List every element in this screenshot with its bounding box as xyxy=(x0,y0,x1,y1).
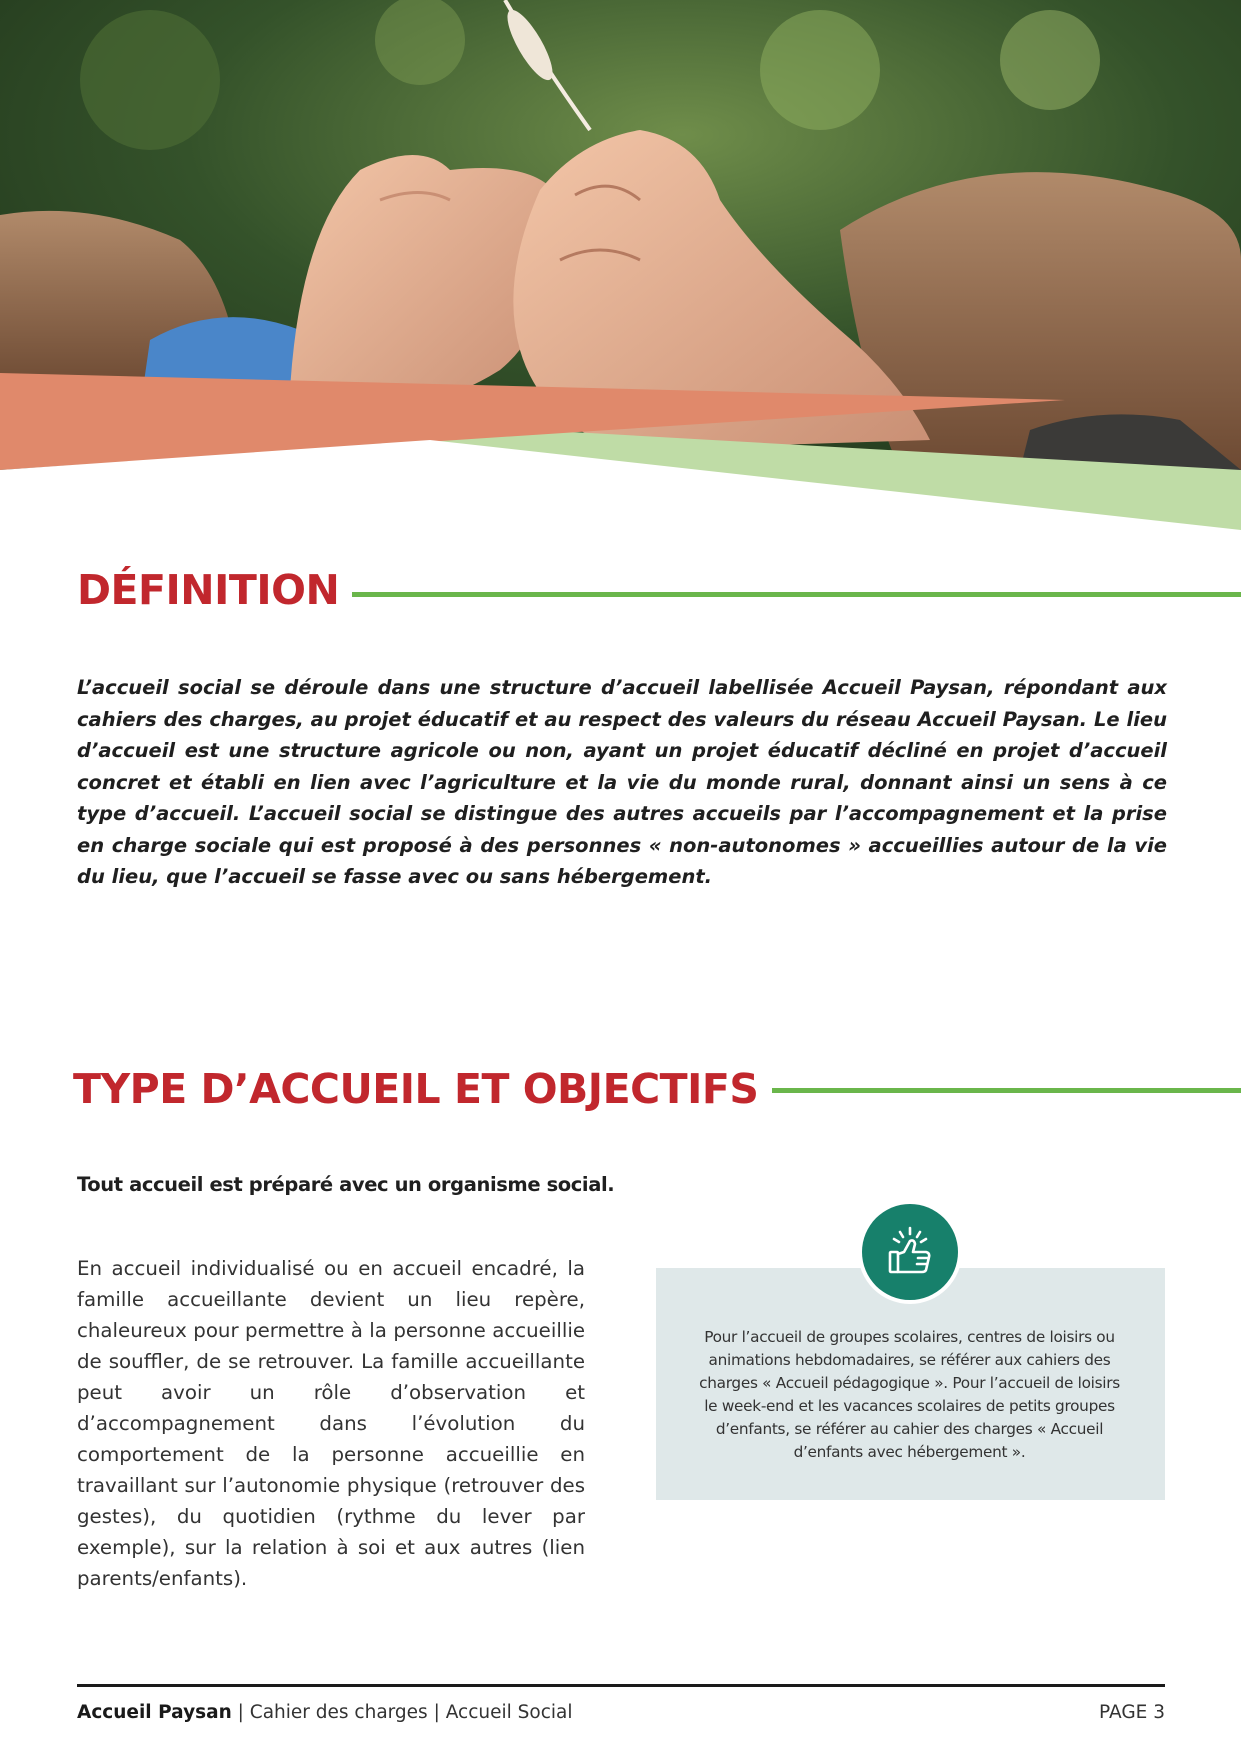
title-divider xyxy=(772,1088,1241,1093)
hero-photo xyxy=(0,0,1241,540)
footer-brand: Accueil Paysan xyxy=(77,1702,232,1723)
footer-divider xyxy=(77,1684,1165,1687)
section-title-definition: DÉFINITION xyxy=(77,566,340,614)
body-paragraph: En accueil individualisé ou en accueil encadré, la famille accueillante devient un lieu repère, chaleureux pour permettre à la personne accueillie de souffler, de se retrouver. La famille accueillante peut avoir un rôle d’observation et d’accompagnement dans l’évolution du comportement de la personne accueillie en travaillant sur l’autonomie physique (retrouver des gestes), du quotidien (rythme du lever par exemple), sur la relation à soi et aux autres (lien parents/enfants). xyxy=(77,1257,585,1590)
section-title-type-accueil: TYPE D’ACCUEIL ET OBJECTIFS xyxy=(73,1065,759,1113)
footer-doc-name: | Cahier des charges | Accueil Social xyxy=(231,1702,573,1723)
thumbs-up-icon xyxy=(882,1224,938,1280)
callout-badge xyxy=(858,1200,962,1304)
page-number: PAGE 3 xyxy=(1099,1702,1165,1723)
title-divider xyxy=(352,592,1241,597)
footer-title xyxy=(77,1702,572,1723)
hands-holding-grass-photo xyxy=(0,0,1241,540)
lead-sentence: Tout accueil est préparé avec un organisme social. xyxy=(77,1173,615,1196)
info-callout-text: Pour l’accueil de groupes scolaires, centres de loisirs ou animations hebdomadaires, se référer aux cahiers des charges « Accueil pédagogique ». Pour l’accueil de loisirs le week-end et les vacances scolaires de petits groupes d’enfants, se référer au cahier des charges « Accueil d’enfants avec hébergement ». xyxy=(699,1328,1120,1461)
definition-paragraph: L’accueil social se déroule dans une structure d’accueil labellisée Accueil Paysan, répondant aux cahiers des charges, au projet éducatif et au respect des valeurs du réseau Accueil Paysan. Le lieu d’accueil est une structure agricole ou non, ayant un projet éducatif décliné en projet d’accueil concret et établi en lien avec l’agriculture et la vie du monde rural, donnant ainsi un sens à ce type d’accueil. L’accueil social se distingue des autres accueils par l’accompagnement et la prise en charge sociale qui est proposé à des personnes « non-autonomes » accueillies autour de la vie du lieu, que l’accueil se fasse avec ou sans hébergement. xyxy=(77,676,1167,888)
